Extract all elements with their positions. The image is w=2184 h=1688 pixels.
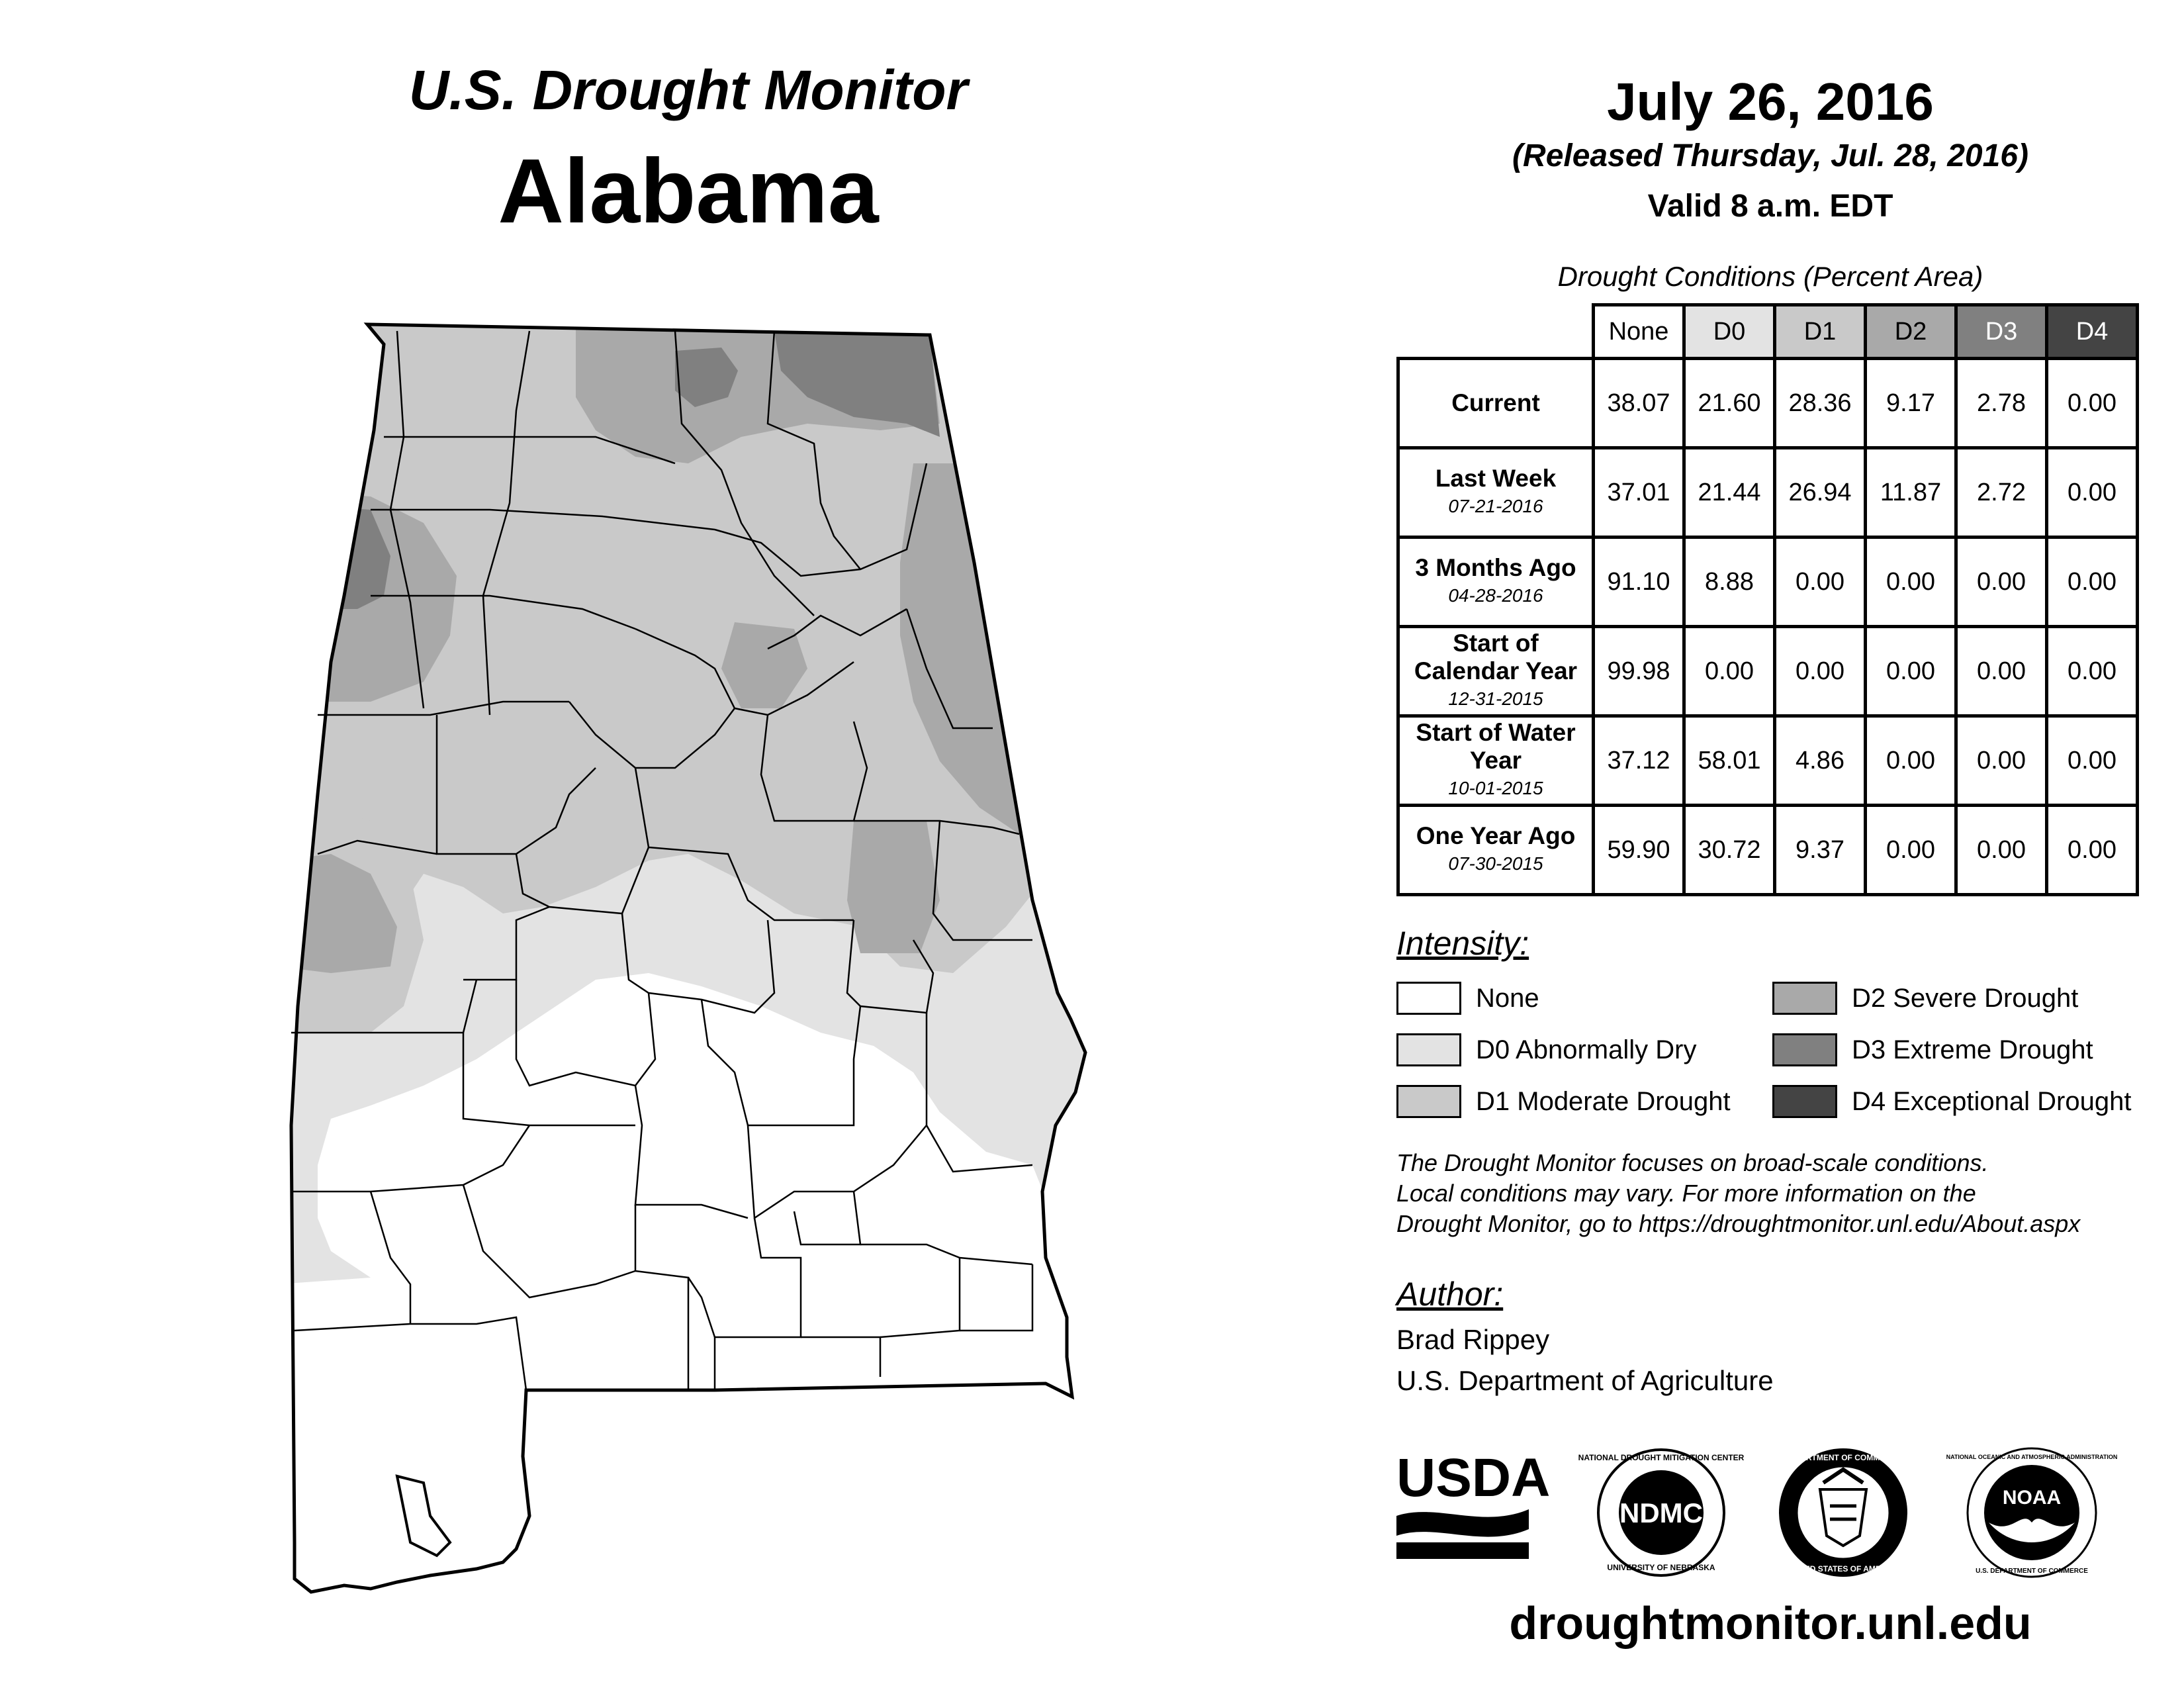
noaa-logo-text: NOAA — [2002, 1487, 2062, 1509]
ndmc-logo-text: NDMC — [1619, 1497, 1703, 1528]
alabama-drought-map — [278, 305, 1112, 1615]
ndmc-bottom-text: UNIVERSITY OF NEBRASKA — [1607, 1563, 1715, 1572]
table-cell: 0.00 — [2047, 627, 2138, 716]
usda-logo-text: USDA — [1396, 1448, 1551, 1508]
table-cell: 9.17 — [1866, 359, 1956, 448]
row-label: One Year Ago 07-30-2015 — [1398, 806, 1594, 895]
drought-conditions-table — [1396, 303, 2139, 896]
col-header: D0 — [1684, 305, 1775, 359]
legend-label: D1 Moderate Drought — [1476, 1086, 1731, 1116]
table-cell: 9.37 — [1775, 806, 1866, 895]
release-date: (Released Thursday, Jul. 28, 2016) — [1512, 138, 2028, 173]
table-cell: 0.00 — [1956, 538, 2047, 627]
table-corner — [1398, 305, 1594, 359]
row-label: Start of Water Year 10-01-2015 — [1398, 716, 1594, 806]
legend-item-d0 — [1396, 1031, 1696, 1068]
row-label: 3 Months Ago 04-28-2016 — [1398, 538, 1594, 627]
ndmc-top-text: NATIONAL DROUGHT MITIGATION CENTER — [1578, 1453, 1745, 1462]
table-cell: 0.00 — [2047, 448, 2138, 538]
author-org: U.S. Department of Agriculture — [1396, 1365, 1774, 1396]
author-name: Brad Rippey — [1396, 1324, 1550, 1355]
table-header-row — [1398, 305, 2138, 359]
legend-label: D2 Severe Drought — [1852, 983, 2079, 1013]
table-cell: 58.01 — [1684, 716, 1775, 806]
table-cell: 0.00 — [1684, 627, 1775, 716]
table-row — [1398, 448, 2138, 538]
table-cell: 0.00 — [1866, 806, 1956, 895]
col-header: D1 — [1775, 305, 1866, 359]
legend-swatch — [1772, 982, 1837, 1015]
table-row — [1398, 627, 2138, 716]
table-cell: 0.00 — [1956, 806, 2047, 895]
legend-item-d3 — [1772, 1031, 2093, 1068]
table-cell: 0.00 — [2047, 359, 2138, 448]
author-title: Author: — [1396, 1276, 1504, 1313]
col-header: D4 — [2047, 305, 2138, 359]
table-row — [1398, 538, 2138, 627]
table-cell: 0.00 — [2047, 538, 2138, 627]
table-cell: 2.72 — [1956, 448, 2047, 538]
agency-logos — [1396, 1443, 2164, 1582]
table-row — [1398, 716, 2138, 806]
table-cell: 0.00 — [1775, 627, 1866, 716]
legend-swatch — [1396, 1033, 1461, 1066]
legend-label: D3 Extreme Drought — [1852, 1035, 2093, 1064]
state-title: Alabama — [498, 140, 879, 242]
ndmc-logo — [1578, 1450, 1745, 1575]
drought-monitor-url[interactable]: droughtmonitor.unl.edu — [1509, 1597, 2032, 1649]
legend-item-d4 — [1772, 1083, 2131, 1120]
legend-swatch — [1396, 1085, 1461, 1118]
table-row — [1398, 359, 2138, 448]
table-cell: 26.94 — [1775, 448, 1866, 538]
doc-top-text: DEPARTMENT OF COMMERCE — [1784, 1453, 1902, 1462]
note-line: Drought Monitor, go to https://droughtmonitor.unl.edu/About.aspx — [1396, 1210, 2081, 1237]
table-cell: 0.00 — [1956, 716, 2047, 806]
legend-label: None — [1476, 983, 1539, 1013]
col-header: None — [1594, 305, 1684, 359]
legend-swatch — [1772, 1085, 1837, 1118]
legend-item-none — [1396, 980, 1539, 1017]
table-cell: 11.87 — [1866, 448, 1956, 538]
legend-item-d2 — [1772, 980, 2078, 1017]
table-cell: 99.98 — [1594, 627, 1684, 716]
table-cell: 0.00 — [1866, 716, 1956, 806]
table-cell: 4.86 — [1775, 716, 1866, 806]
usda-logo — [1396, 1448, 1550, 1559]
table-cell: 21.60 — [1684, 359, 1775, 448]
valid-time: Valid 8 a.m. EDT — [1647, 189, 1893, 224]
legend-item-d1 — [1396, 1083, 1731, 1120]
legend-label: D4 Exceptional Drought — [1852, 1086, 2132, 1116]
noaa-bottom-text: U.S. DEPARTMENT OF COMMERCE — [1976, 1568, 2088, 1575]
row-label: Last Week 07-21-2016 — [1398, 448, 1594, 538]
col-header: D2 — [1866, 305, 1956, 359]
row-label: Start of Calendar Year 12-31-2015 — [1398, 627, 1594, 716]
doc-bottom-text: UNITED STATES OF AMERICA — [1786, 1564, 1901, 1573]
col-header: D3 — [1956, 305, 2047, 359]
table-cell: 0.00 — [1775, 538, 1866, 627]
table-cell: 0.00 — [2047, 716, 2138, 806]
row-label: Current — [1398, 359, 1594, 448]
table-row — [1398, 806, 2138, 895]
table-cell: 21.44 — [1684, 448, 1775, 538]
table-cell: 30.72 — [1684, 806, 1775, 895]
table-cell: 2.78 — [1956, 359, 2047, 448]
table-caption: Drought Conditions (Percent Area) — [1557, 261, 1983, 292]
table-cell: 38.07 — [1594, 359, 1684, 448]
monitor-title: U.S. Drought Monitor — [408, 59, 968, 121]
intensity-title: Intensity: — [1396, 925, 1529, 962]
legend-label: D0 Abnormally Dry — [1476, 1035, 1697, 1064]
table-cell: 0.00 — [1956, 627, 2047, 716]
table-cell: 91.10 — [1594, 538, 1684, 627]
noaa-logo — [1946, 1448, 2118, 1577]
note-line: Local conditions may vary. For more information on the — [1396, 1180, 1976, 1207]
legend-swatch — [1772, 1033, 1837, 1066]
note-line: The Drought Monitor focuses on broad-scale conditions. — [1396, 1149, 1989, 1176]
table-cell: 0.00 — [1866, 538, 1956, 627]
table-cell: 8.88 — [1684, 538, 1775, 627]
table-cell: 37.01 — [1594, 448, 1684, 538]
noaa-ring-text: NATIONAL OCEANIC AND ATMOSPHERIC ADMINISTRATION — [1946, 1454, 2118, 1460]
legend-swatch — [1396, 982, 1461, 1015]
doc-seal-logo — [1779, 1448, 1907, 1577]
table-cell: 28.36 — [1775, 359, 1866, 448]
table-cell: 59.90 — [1594, 806, 1684, 895]
table-cell: 0.00 — [2047, 806, 2138, 895]
map-date: July 26, 2016 — [1607, 72, 1934, 131]
table-cell: 0.00 — [1866, 627, 1956, 716]
table-cell: 37.12 — [1594, 716, 1684, 806]
disclaimer-note — [1396, 1148, 2158, 1239]
